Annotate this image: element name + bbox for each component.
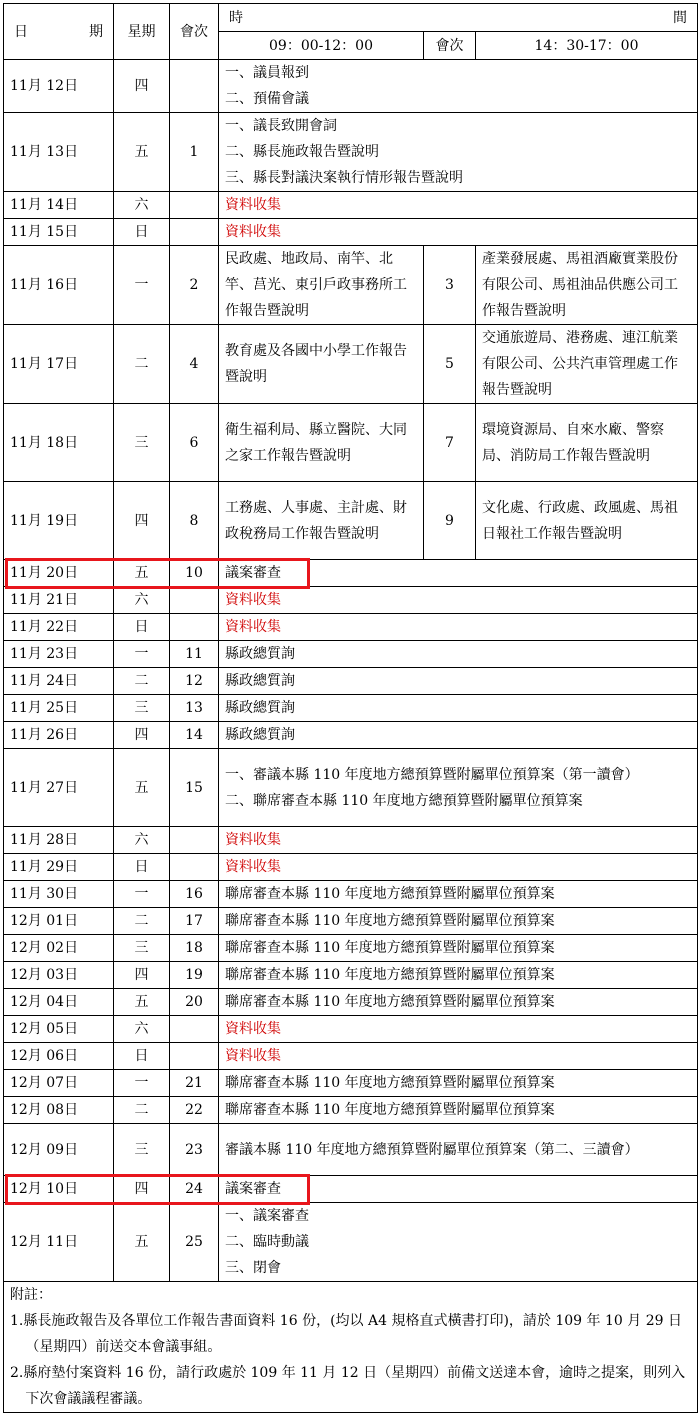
date-cell: 11月 23日 <box>4 641 114 668</box>
agenda-cell <box>219 560 698 587</box>
weekday-cell: 一 <box>114 641 170 668</box>
agenda-item: 議案審查 <box>225 565 281 581</box>
agenda-cell <box>219 614 698 641</box>
agenda-cell <box>219 962 698 989</box>
date-cell: 11月 29日 <box>4 854 114 881</box>
schedule-row <box>4 749 698 827</box>
agenda-item: 聯席審查本縣 110 年度地方總預算暨附屬單位預算案 <box>225 940 555 956</box>
schedule-row <box>4 404 698 482</box>
weekday-cell: 六 <box>114 192 170 219</box>
date-cell: 11月 30日 <box>4 881 114 908</box>
date-header: 日 期 <box>4 4 114 60</box>
agenda-item: 一、議員報到 <box>225 65 309 81</box>
schedule-row <box>4 827 698 854</box>
session-cell: 15 <box>170 749 219 827</box>
schedule-row <box>4 1016 698 1043</box>
date-cell: 11月 16日 <box>4 246 114 325</box>
session-cell <box>170 192 219 219</box>
agenda-item: 二、縣長施政報告暨說明 <box>225 144 379 160</box>
session-cell: 12 <box>170 668 219 695</box>
agenda-item: 資料收集 <box>225 832 281 848</box>
agenda-cell <box>219 1203 698 1282</box>
weekday-cell: 三 <box>114 404 170 482</box>
session-cell: 4 <box>170 325 219 404</box>
schedule-row <box>4 113 698 192</box>
date-cell: 12月 06日 <box>4 1043 114 1070</box>
agenda-cell <box>219 219 698 246</box>
weekday-cell: 一 <box>114 246 170 325</box>
schedule-row <box>4 219 698 246</box>
agenda-item: 二、預備會議 <box>225 91 309 107</box>
schedule-row <box>4 1124 698 1176</box>
agenda-item: 聯席審查本縣 110 年度地方總預算暨附屬單位預算案 <box>225 886 555 902</box>
morning-agenda-cell: 衛生福利局、縣立醫院、大同之家工作報告暨說明 <box>219 404 424 482</box>
schedule-row <box>4 614 698 641</box>
schedule-row <box>4 482 698 560</box>
schedule-row <box>4 989 698 1016</box>
afternoon-agenda-cell: 交通旅遊局、港務處、連江航業有限公司、公共汽車管理處工作報告暨說明 <box>476 325 698 404</box>
schedule-row <box>4 560 698 587</box>
agenda-item: 聯席審查本縣 110 年度地方總預算暨附屬單位預算案 <box>225 967 555 983</box>
agenda-cell <box>219 749 698 827</box>
date-cell: 12月 07日 <box>4 1070 114 1097</box>
session-cell: 22 <box>170 1097 219 1124</box>
agenda-cell <box>219 935 698 962</box>
morning-agenda-cell: 教育處及各國中小學工作報告暨說明 <box>219 325 424 404</box>
afternoon-session-cell: 9 <box>424 482 476 560</box>
schedule-row <box>4 908 698 935</box>
agenda-item: 資料收集 <box>225 197 281 213</box>
weekday-cell: 四 <box>114 482 170 560</box>
agenda-item: 縣政總質詢 <box>225 673 295 689</box>
date-cell: 11月 20日 <box>4 560 114 587</box>
weekday-cell: 三 <box>114 935 170 962</box>
schedule-row <box>4 695 698 722</box>
agenda-item: 聯席審查本縣 110 年度地方總預算暨附屬單位預算案 <box>225 994 555 1010</box>
weekday-cell: 五 <box>114 560 170 587</box>
date-cell: 11月 21日 <box>4 587 114 614</box>
agenda-item: 縣政總質詢 <box>225 646 295 662</box>
weekday-cell: 五 <box>114 989 170 1016</box>
agenda-cell <box>219 908 698 935</box>
weekday-cell: 日 <box>114 1043 170 1070</box>
date-cell: 12月 08日 <box>4 1097 114 1124</box>
afternoon-session-cell: 7 <box>424 404 476 482</box>
weekday-cell: 六 <box>114 1016 170 1043</box>
date-cell: 11月 27日 <box>4 749 114 827</box>
schedule-row <box>4 641 698 668</box>
agenda-item: 資料收集 <box>225 1021 281 1037</box>
agenda-item: 三、縣長對議決案執行情形報告暨說明 <box>225 170 463 186</box>
agenda-cell <box>219 1097 698 1124</box>
agenda-cell <box>219 668 698 695</box>
agenda-item: 議案審查 <box>225 1181 281 1197</box>
agenda-item: 資料收集 <box>225 1048 281 1064</box>
session-cell: 20 <box>170 989 219 1016</box>
morning-agenda-cell: 工務處、人事處、主計處、財政稅務局工作報告暨說明 <box>219 482 424 560</box>
agenda-cell <box>219 1176 698 1203</box>
agenda-item: 審議本縣 110 年度地方總預算暨附屬單位預算案（第二、三讀會） <box>225 1141 639 1158</box>
weekday-cell: 四 <box>114 1176 170 1203</box>
date-cell: 12月 10日 <box>4 1176 114 1203</box>
weekday-cell: 六 <box>114 587 170 614</box>
agenda-cell <box>219 722 698 749</box>
agenda-cell <box>219 113 698 192</box>
agenda-item: 縣政總質詢 <box>225 727 295 743</box>
agenda-item: 資料收集 <box>225 619 281 635</box>
weekday-cell: 六 <box>114 827 170 854</box>
morning-header: 09：00-12：00 <box>219 32 424 60</box>
date-cell: 12月 03日 <box>4 962 114 989</box>
session-cell: 17 <box>170 908 219 935</box>
schedule-row <box>4 1203 698 1282</box>
agenda-cell <box>219 1016 698 1043</box>
session-cell <box>170 1016 219 1043</box>
weekday-cell: 四 <box>114 722 170 749</box>
date-cell: 12月 09日 <box>4 1124 114 1176</box>
agenda-cell <box>219 695 698 722</box>
afternoon-session-cell: 5 <box>424 325 476 404</box>
weekday-cell: 日 <box>114 854 170 881</box>
schedule-row <box>4 962 698 989</box>
weekday-cell: 五 <box>114 1203 170 1282</box>
agenda-cell <box>219 1043 698 1070</box>
agenda-item: 聯席審查本縣 110 年度地方總預算暨附屬單位預算案 <box>225 1075 555 1091</box>
weekday-cell: 一 <box>114 881 170 908</box>
session-cell <box>170 60 219 113</box>
session-cell: 21 <box>170 1070 219 1097</box>
agenda-item: 聯席審查本縣 110 年度地方總預算暨附屬單位預算案 <box>225 913 555 929</box>
date-cell: 12月 01日 <box>4 908 114 935</box>
agenda-cell <box>219 989 698 1016</box>
weekday-cell: 四 <box>114 60 170 113</box>
session-cell <box>170 219 219 246</box>
weekday-cell: 五 <box>114 749 170 827</box>
date-cell: 11月 19日 <box>4 482 114 560</box>
schedule-row <box>4 1097 698 1124</box>
schedule-row <box>4 246 698 325</box>
session-cell: 13 <box>170 695 219 722</box>
date-cell: 12月 04日 <box>4 989 114 1016</box>
note-item: 1.縣長施政報告及各單位工作報告書面資料 16 份，(均以 A4 規格直式橫書打印)，請於 109 年 10 月 29 日（星期四）前送交本會議事組。 <box>10 1313 682 1355</box>
date-cell: 11月 13日 <box>4 113 114 192</box>
session-cell: 2 <box>170 246 219 325</box>
schedule-row <box>4 881 698 908</box>
weekday-cell: 一 <box>114 1070 170 1097</box>
schedule-row <box>4 192 698 219</box>
session-cell: 11 <box>170 641 219 668</box>
agenda-item: 縣政總質詢 <box>225 700 295 716</box>
session-cell: 25 <box>170 1203 219 1282</box>
schedule-row <box>4 935 698 962</box>
notes-cell <box>4 1282 698 1413</box>
schedule-row <box>4 325 698 404</box>
agenda-cell <box>219 641 698 668</box>
agenda-cell <box>219 192 698 219</box>
agenda-cell <box>219 1070 698 1097</box>
schedule-row <box>4 60 698 113</box>
afternoon-session-header: 會次 <box>424 32 476 60</box>
session-cell <box>170 827 219 854</box>
session-cell: 19 <box>170 962 219 989</box>
schedule-row <box>4 722 698 749</box>
session-cell: 8 <box>170 482 219 560</box>
date-cell: 12月 02日 <box>4 935 114 962</box>
morning-agenda-cell: 民政處、地政局、南竿、北竿、莒光、東引戶政事務所工作報告暨說明 <box>219 246 424 325</box>
session-cell: 14 <box>170 722 219 749</box>
agenda-cell <box>219 854 698 881</box>
agenda-item: 一、審議本縣 110 年度地方總預算暨附屬單位預算案（第一讀會） <box>225 766 639 783</box>
date-cell: 11月 12日 <box>4 60 114 113</box>
schedule-row <box>4 854 698 881</box>
agenda-cell <box>219 60 698 113</box>
date-cell: 11月 26日 <box>4 722 114 749</box>
date-cell: 12月 11日 <box>4 1203 114 1282</box>
session-cell <box>170 854 219 881</box>
session-cell: 1 <box>170 113 219 192</box>
schedule-row <box>4 1176 698 1203</box>
weekday-cell: 四 <box>114 962 170 989</box>
afternoon-header: 14：30-17：00 <box>476 32 698 60</box>
weekday-cell: 二 <box>114 908 170 935</box>
session-cell: 23 <box>170 1124 219 1176</box>
date-cell: 11月 22日 <box>4 614 114 641</box>
agenda-item: 二、臨時動議 <box>225 1234 309 1250</box>
date-cell: 11月 25日 <box>4 695 114 722</box>
weekday-cell: 三 <box>114 695 170 722</box>
schedule-row <box>4 1070 698 1097</box>
date-cell: 11月 14日 <box>4 192 114 219</box>
session-schedule-table <box>3 3 698 1413</box>
date-cell: 11月 24日 <box>4 668 114 695</box>
agenda-item: 資料收集 <box>225 859 281 875</box>
afternoon-agenda-cell: 產業發展處、馬祖酒廠實業股份有限公司、馬祖油品供應公司工作報告暨說明 <box>476 246 698 325</box>
weekday-cell: 三 <box>114 1124 170 1176</box>
agenda-item: 聯席審查本縣 110 年度地方總預算暨附屬單位預算案 <box>225 1102 555 1118</box>
weekday-cell: 五 <box>114 113 170 192</box>
agenda-item: 二、聯席審查本縣 110 年度地方總預算暨附屬單位預算案 <box>225 792 583 809</box>
weekday-cell: 二 <box>114 1097 170 1124</box>
schedule-row <box>4 668 698 695</box>
session-cell: 16 <box>170 881 219 908</box>
weekday-cell: 日 <box>114 614 170 641</box>
schedule-row <box>4 587 698 614</box>
notes-row <box>4 1282 698 1413</box>
afternoon-agenda-cell: 環境資源局、自來水廠、警察局、消防局工作報告暨說明 <box>476 404 698 482</box>
weekday-cell: 二 <box>114 325 170 404</box>
agenda-item: 資料收集 <box>225 592 281 608</box>
agenda-item: 資料收集 <box>225 224 281 240</box>
agenda-item: 三、閉會 <box>225 1260 281 1276</box>
time-header: 時 間 <box>219 4 698 32</box>
agenda-cell <box>219 1124 698 1176</box>
date-cell: 12月 05日 <box>4 1016 114 1043</box>
note-item: 2.縣府墊付案資料 16 份，請行政處於 109 年 11 月 12 日（星期四）前備文送達本會，逾時之提案，則列入下次會議議程審議。 <box>10 1365 686 1407</box>
agenda-cell <box>219 827 698 854</box>
agenda-cell <box>219 881 698 908</box>
agenda-item: 一、議長致開會詞 <box>225 118 337 134</box>
agenda-cell <box>219 587 698 614</box>
notes-title: 附註： <box>10 1287 52 1303</box>
session-cell <box>170 587 219 614</box>
weekday-cell: 日 <box>114 219 170 246</box>
date-cell: 11月 18日 <box>4 404 114 482</box>
afternoon-session-cell: 3 <box>424 246 476 325</box>
session-cell <box>170 1043 219 1070</box>
weekday-cell: 二 <box>114 668 170 695</box>
session-header: 會次 <box>170 4 219 60</box>
session-cell: 10 <box>170 560 219 587</box>
date-cell: 11月 17日 <box>4 325 114 404</box>
afternoon-agenda-cell: 文化處、行政處、政風處、馬祖日報社工作報告暨說明 <box>476 482 698 560</box>
date-cell: 11月 28日 <box>4 827 114 854</box>
weekday-header: 星期 <box>114 4 170 60</box>
session-cell: 18 <box>170 935 219 962</box>
schedule-row <box>4 1043 698 1070</box>
header-row <box>4 4 698 32</box>
session-cell: 6 <box>170 404 219 482</box>
session-cell <box>170 614 219 641</box>
agenda-item: 一、議案審查 <box>225 1208 309 1224</box>
session-cell: 24 <box>170 1176 219 1203</box>
date-cell: 11月 15日 <box>4 219 114 246</box>
